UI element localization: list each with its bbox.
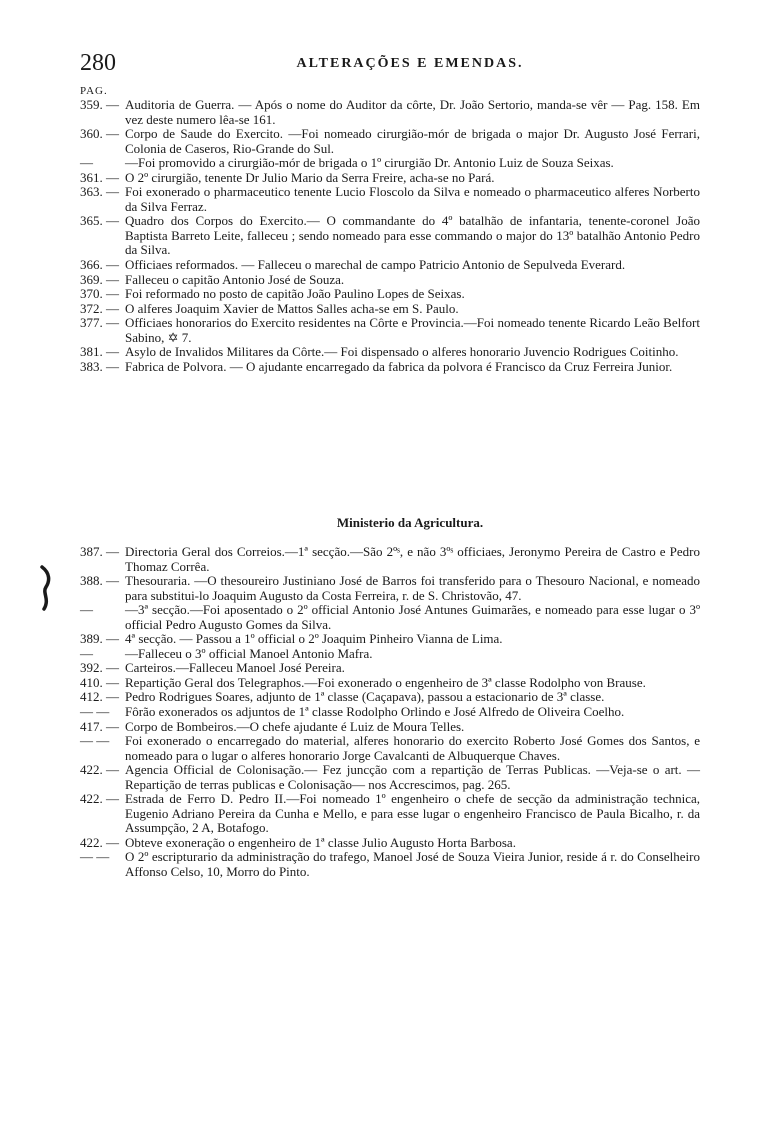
entry-text: —3ª secção.—Foi aposentado o 2º official Antonio José Antunes Guimarães, e nomeado para esse lugar o 3º official Pedro Augusto Gomes da Silva. [125, 602, 700, 632]
entry-item [80, 360, 700, 375]
entry-item [80, 690, 700, 705]
entry-text: 4ª secção. — Passou a 1º official o 2º Joaquim Pinheiro Vianna de Lima. [125, 631, 503, 647]
entries-list-agriculture [80, 545, 700, 880]
entry-number: 366. — [80, 257, 119, 273]
entry-item [80, 647, 700, 662]
margin-bracket-mark [38, 565, 54, 611]
entry-item [80, 287, 700, 302]
entry-item [80, 98, 700, 127]
entry-number: — — [80, 733, 110, 749]
entry-number: 370. — [80, 286, 119, 302]
running-head: ALTERAÇÕES E EMENDAS. [296, 56, 524, 71]
entry-item [80, 661, 700, 676]
entry-text: Asylo de Invalidos Militares da Côrte.— Foi dispensado o alferes honorario Juvencio Rodrigues Coitinho. [125, 344, 679, 360]
entry-text: Agencia Official de Colonisação.— Fez juncção com a repartição de Terras Publicas. —Veja-se o art. —Repartição de terras publicas e Colonisação— nos Accrescimos, pag. 265. [125, 762, 700, 792]
entry-text: Fabrica de Polvora. — O ajudante encarregado da fabrica da polvora é Francisco da Cruz Ferreira Junior. [125, 358, 673, 374]
entry-number: 389. — [80, 631, 119, 647]
entry-number: 377. — [80, 315, 119, 331]
entry-text: Fôrão exonerados os adjuntos de 1ª classe Rodolpho Orlindo e José Alfredo de Oliveira Coelho. [125, 704, 625, 720]
entry-text: Thesouraria. —O thesoureiro Justiniano José de Barros foi transferido para o Thesouro Nacional, e nomeado para substitui-lo Joaquim Augusto da Costa Ferreira, r. de S. Christovão, 47. [125, 573, 700, 603]
entry-number: 383. — [80, 358, 119, 374]
entry-number: — [80, 155, 93, 171]
entry-text: Foi exonerado o pharmaceutico tenente Lucio Floscolo da Silva e nomeado o pharmaceutico alferes Norberto da Silva Ferraz. [125, 184, 700, 214]
entry-number: 360. — [80, 126, 119, 142]
entry-text: Corpo de Bombeiros.—O chefe ajudante é Luiz de Moura Telles. [125, 718, 465, 734]
entry-number: 359. — [80, 97, 119, 112]
entry-text: Quadro dos Corpos do Exercito.— O commandante do 4º batalhão de infantaria, tenente-coronel João Baptista Barreto Leite, falleceu ; sendo nomeado para esse commando o major do 13º batalhão Antonio Pedro da Silva. [125, 213, 700, 258]
entry-number: 392. — [80, 660, 119, 676]
entry-number: 412. — [80, 689, 119, 705]
entry-number: 381. — [80, 344, 119, 360]
entry-number: 410. — [80, 674, 119, 690]
entry-number: 361. — [80, 169, 119, 185]
entry-item [80, 545, 700, 574]
entry-text: Auditoria de Guerra. — Após o nome do Auditor da côrte, Dr. João Sertorio, manda-se vêr — Pag. 158. Em vez deste numero lêa-se 161. [125, 97, 700, 127]
entry-number: 387. — [80, 544, 119, 559]
entry-text: Foi reformado no posto de capitão João Paulino Lopes de Seixas. [125, 286, 465, 302]
entry-number: 388. — [80, 573, 119, 589]
entry-text: Falleceu o capitão Antonio José de Souza. [125, 271, 345, 287]
entry-number: 422. — [80, 791, 119, 807]
entry-number: — — [80, 849, 110, 865]
entry-item [80, 214, 700, 258]
entry-item [80, 632, 700, 647]
entry-text: Obteve exoneração o engenheiro de 1ª classe Julio Augusto Horta Barbosa. [125, 834, 516, 850]
entry-item [80, 345, 700, 360]
entry-text: O 2º escripturario da administração do trafego, Manoel José de Souza Vieira Junior, reside á r. do Conselheiro Affonso Celso, 10, Morro do Pinto. [125, 849, 700, 880]
entry-item [80, 171, 700, 186]
entry-number: 363. — [80, 184, 119, 200]
entry-text: Foi exonerado o encarregado do material, alferes honorario do exercito Roberto José Gomes dos Santos, e nomeado para o lugar o alferes honorario Jorge Cavalcanti de Albuquerque Chaves. [125, 733, 700, 763]
entry-text: Repartição Geral dos Telegraphos.—Foi exonerado o engenheiro de 3ª classe Rodolpho von Brause. [125, 674, 646, 690]
entry-item [80, 676, 700, 691]
entry-item [80, 258, 700, 273]
entry-text: Directoria Geral dos Correios.—1ª secção.—São 2ºˢ, e não 3ºˢ officiaes, Jeronymo Pereira de Castro e Pedro Thomaz Corrêa. [125, 544, 700, 574]
entry-item [80, 705, 700, 720]
entry-text: Estrada de Ferro D. Pedro II.—Foi nomeado 1º engenheiro o chefe de secção da administração technica, Eugenio Adriano Pereira da Cunha e Mello, e para esse lugar o engenheiro Francisco de Paula Bicalho, r. da Assumpção, 2 A, Botafogo. [125, 791, 700, 836]
entry-number: — [80, 602, 93, 618]
entry-item [80, 734, 700, 763]
entry-number: 365. — [80, 213, 119, 229]
entry-item [80, 836, 700, 851]
entry-text: —Foi promovido a cirurgião-mór de brigada o 1º cirurgião Dr. Antonio Luiz de Souza Seixas. [125, 155, 614, 171]
entry-item [80, 185, 700, 214]
entry-item [80, 763, 700, 792]
section-title: Ministerio da Agricultura. [336, 515, 484, 530]
entry-number: — [80, 645, 93, 661]
entry-number: 422. — [80, 762, 119, 778]
entry-text: Officiaes reformados. — Falleceu o marechal de campo Patricio Antonio de Sepulveda Everard. [125, 257, 626, 273]
entry-number: 422. — [80, 834, 119, 850]
entries-list-war [80, 98, 700, 374]
entry-item [80, 302, 700, 317]
entry-text: Officiaes honorarios do Exercito residentes na Côrte e Provincia.—Foi nomeado tenente Ricardo Leão Belfort Sabino, ✡ 7. [125, 315, 700, 345]
entry-item [80, 850, 700, 879]
entry-item [80, 720, 700, 735]
entry-number: 417. — [80, 718, 119, 734]
entry-number: 372. — [80, 300, 119, 316]
entry-text: O alferes Joaquim Xavier de Mattos Salles acha-se em S. Paulo. [125, 300, 459, 316]
pag-label: PAG. [80, 85, 108, 97]
entry-item [80, 316, 700, 345]
entry-item [80, 574, 700, 603]
entry-number: — — [80, 704, 110, 720]
entry-item [80, 273, 700, 288]
entry-text: Pedro Rodrigues Soares, adjunto de 1ª classe (Caçapava), passou a estacionario de 3ª classe. [125, 689, 605, 705]
entry-item [80, 127, 700, 156]
entry-item [80, 603, 700, 632]
entry-number: 369. — [80, 271, 119, 287]
page-number: 280 [80, 50, 116, 76]
entry-text: Corpo de Saude do Exercito. —Foi nomeado cirurgião-mór de brigada o major Dr. Augusto José Ferrari, Colonia de Caseros, Rio-Grande do Sul. [125, 126, 700, 156]
entry-text: Carteiros.—Falleceu Manoel José Pereira. [125, 660, 345, 676]
entry-text: O 2º cirurgião, tenente Dr Julio Mario da Serra Freire, acha-se no Pará. [125, 169, 495, 185]
entry-item [80, 156, 700, 171]
entry-item [80, 792, 700, 836]
entry-text: —Falleceu o 3º official Manoel Antonio Mafra. [125, 645, 373, 661]
